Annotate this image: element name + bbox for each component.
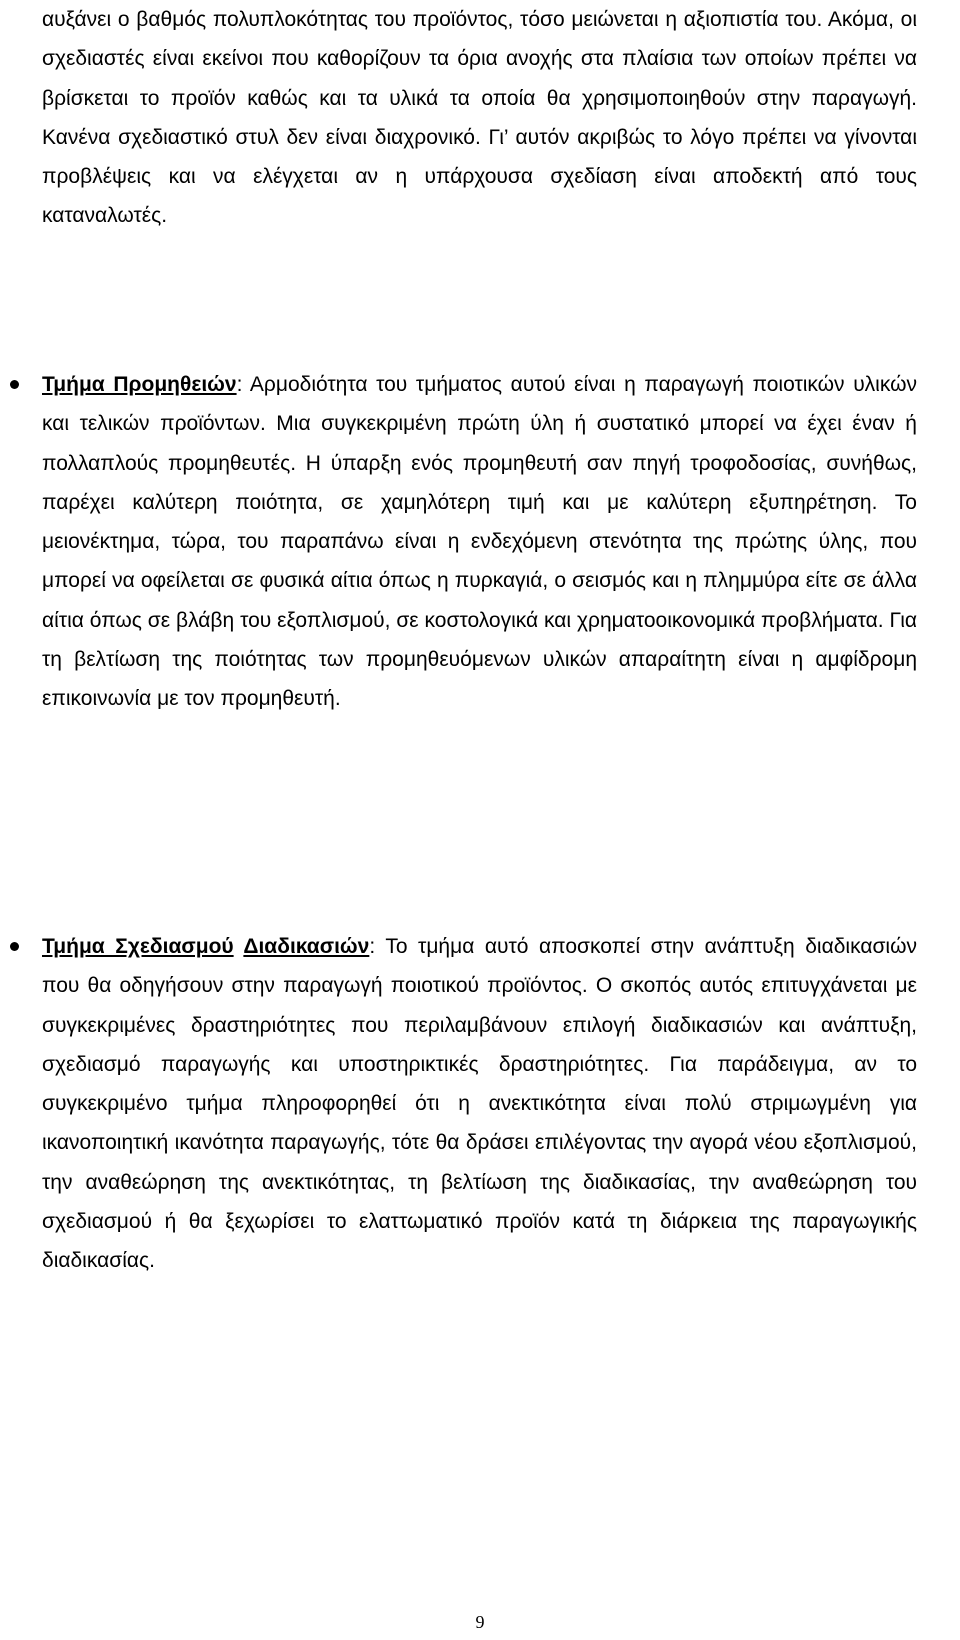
bullet-item-process-design: [42, 927, 917, 1281]
bullet-icon: [10, 380, 19, 389]
bullet-term-space: [234, 935, 244, 958]
bullet-term: [42, 373, 237, 396]
bullet-text: Αρμοδιότητα του τμήματος αυτού είναι η παραγωγή ποιοτικών υλικών και τελικών προϊόντων. Μια συγκεκριμένη πρώτη ύλη ή συστατικό μπορεί να έχει έναν ή πολλαπλούς προμηθευτές. Η ύπαρξη ενός προμηθευτή σαν πηγή τροφοδοσίας, συνήθως, παρέχει καλύτερη ποιότητα, σε χαμηλότερη τιμή και με καλύτερη εξυπηρέτηση. Το μειονέκτημα, τώρα, του παραπάνω είναι η ενδεχόμενη στενότητα της πρώτης ύλης, που μπορεί να οφείλεται σε φυσικά αίτια όπως η πυρκαγιά, ο σεισμός και η πλημμύρα είτε σε άλλα αίτια όπως σε βλάβη του εξοπλισμού, σε κοστολογικά και χρηματοοικονομικά προβλήματα. Για τη βελτίωση της ποιότητας των προμηθευόμενων υλικών απαραίτητη είναι η αμφίδρομη επικοινωνία με τον προμηθευτή.: [42, 373, 917, 711]
bullet-term-text: Τμήμα Προμηθειών: [42, 373, 237, 396]
bullet-icon: [10, 942, 19, 951]
bullet-item-procurement: [42, 365, 917, 719]
bullet-term-part2: Διαδικασιών: [243, 935, 370, 958]
page-number: 9: [475, 1612, 485, 1632]
bullet-term-part1: Τμήμα Σχεδιασμού: [42, 935, 234, 958]
intro-paragraph: αυξάνει ο βαθμός πολυπλοκότητας του προϊόντος, τόσο μειώνεται η αξιοπιστία του. Ακόμα, οι σχεδιαστές είναι εκείνοι που καθορίζουν τα όρια ανοχής στα πλαίσια των οποίων πρέπει να βρίσκεται το προϊόν καθώς και τα υλικά τα οποία θα χρησιμοποιηθούν στην παραγωγή. Κανένα σχεδιαστικό στυλ δεν είναι διαχρονικό. Γι’ αυτόν ακριβώς το λόγο πρέπει να γίνονται προβλέψεις και να ελέγχεται αν η υπάρχουσα σχεδίαση είναι αποδεκτή από τους καταναλωτές.: [42, 8, 917, 228]
bullet-separator: :: [369, 935, 376, 958]
bullet-separator: :: [236, 373, 243, 396]
bullet-text: Το τμήμα αυτό αποσκοπεί στην ανάπτυξη διαδικασιών που θα οδηγήσουν στην παραγωγή ποιοτικού προϊόντος. Ο σκοπός αυτός επιτυγχάνεται με συγκεκριμένες δραστηριότητες που περιλαμβάνουν επιλογή διαδικασιών και ανάπτυξη, σχεδιασμό παραγωγής και υποστηρικτικές δραστηριότητες. Για παράδειγμα, αν το συγκεκριμένο τμήμα πληροφορηθεί ότι η ανεκτικότητα είναι πολύ στριμωγμένη για ικανοποιητική ικανότητα παραγωγής, τότε θα δράσει επιλέγοντας την αγορά νέου εξοπλισμού, την αναθεώρηση της ανεκτικότητας, τη βελτίωση της διαδικασίας, την αναθεώρηση του σχεδιασμού ή θα ξεχωρίσει το ελαττωματικό προϊόν κατά τη διάρκεια της παραγωγικής διαδικασίας.: [42, 935, 917, 1273]
bullet-term: [42, 935, 369, 958]
